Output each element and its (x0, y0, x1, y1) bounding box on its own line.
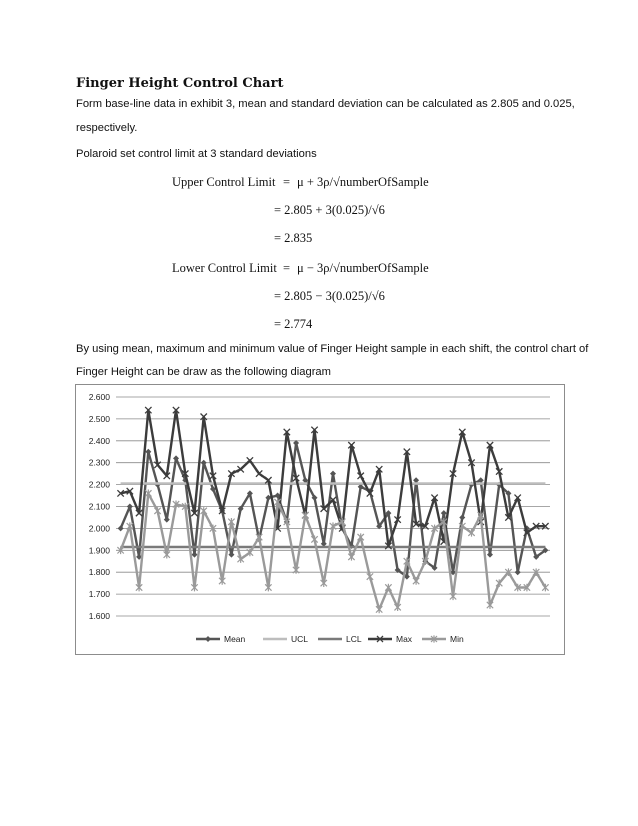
point-min (542, 584, 548, 592)
y-tick-label: 1.600 (88, 611, 110, 621)
point-min (413, 577, 419, 585)
point-min (450, 592, 456, 600)
y-tick-label: 2.400 (88, 435, 110, 446)
point-min (256, 533, 262, 541)
legend-label-max: Max (396, 634, 413, 644)
point-mean (201, 460, 207, 466)
control-chart-frame (75, 384, 565, 655)
point-min (311, 536, 317, 544)
point-min (394, 603, 400, 611)
ucl-formula-rhs: μ + 3ρ/√numberOfSample (297, 175, 429, 189)
point-min (487, 601, 493, 609)
point-mean (145, 449, 151, 455)
legend-label-mean: Mean (224, 634, 246, 644)
y-tick-label: 1.800 (88, 567, 110, 578)
y-tick-label: 2.200 (88, 479, 110, 490)
point-mean (459, 514, 465, 520)
point-min (237, 555, 243, 563)
point-min (358, 533, 364, 541)
y-tick-label: 2.300 (88, 457, 110, 468)
paragraph-baseline-line2: respectively. (76, 122, 138, 134)
point-min (219, 577, 225, 585)
ucl-step1: = 2.805 + 3(0.025)/√6 (274, 203, 385, 217)
point-min (247, 549, 253, 557)
point-max (256, 470, 262, 476)
point-min (136, 584, 142, 592)
point-mean (487, 552, 493, 558)
legend-label-ucl: UCL (291, 634, 309, 644)
point-min (145, 490, 151, 498)
point-min (367, 573, 373, 581)
point-min (496, 579, 502, 587)
section-heading: Finger Height Control Chart (76, 76, 284, 91)
legend-label-lcl: LCL (346, 634, 362, 644)
point-mean (228, 552, 234, 558)
point-min (321, 579, 327, 587)
ucl-label: Upper Control Limit (172, 175, 276, 189)
paragraph-chart-intro-line1: By using mean, maximum and minimum value of Finger Height sample in each shift, the control chart of (76, 343, 589, 355)
paragraph-control-limit: Polaroid set control limit at 3 standard deviations (76, 148, 317, 160)
point-min (293, 566, 299, 574)
lcl-formula-eq: = (283, 261, 291, 275)
y-tick-label: 1.900 (88, 545, 110, 556)
point-min (376, 606, 382, 614)
control-chart (76, 385, 564, 654)
point-mean (441, 510, 447, 516)
point-mean (330, 471, 336, 477)
point-min (228, 518, 234, 526)
point-min (385, 584, 391, 592)
y-tick-label: 2.000 (88, 523, 110, 534)
point-min (154, 507, 160, 515)
point-min (468, 529, 474, 537)
point-min (201, 507, 207, 515)
point-min (265, 584, 271, 592)
paragraph-baseline-line1: Form base-line data in exhibit 3, mean and standard deviation can be calculated as 2.805 and 0.025, (76, 98, 575, 110)
point-min (164, 551, 170, 559)
y-tick-label: 1.700 (88, 589, 110, 600)
y-tick-label: 2.600 (88, 392, 110, 402)
point-mean (515, 569, 521, 575)
ucl-result: = 2.835 (274, 231, 313, 245)
point-mean (191, 552, 197, 558)
lcl-formula-rhs: μ − 3ρ/√numberOfSample (297, 261, 429, 275)
point-min (348, 553, 354, 561)
y-tick-label: 2.500 (88, 413, 110, 424)
point-min (302, 511, 308, 519)
point-min (127, 522, 133, 530)
point-mean (164, 517, 170, 523)
lcl-result: = 2.774 (274, 317, 313, 331)
legend-label-min: Min (450, 634, 464, 644)
lcl-step1: = 2.805 − 3(0.025)/√6 (274, 289, 385, 303)
ucl-formula-eq: = (283, 175, 291, 189)
lcl-label: Lower Control Limit (172, 261, 277, 275)
point-min (191, 584, 197, 592)
y-tick-label: 2.100 (88, 501, 110, 512)
paragraph-chart-intro-line2: Finger Height can be draw as the following diagram (76, 366, 331, 378)
legend-marker-mean (205, 636, 211, 642)
